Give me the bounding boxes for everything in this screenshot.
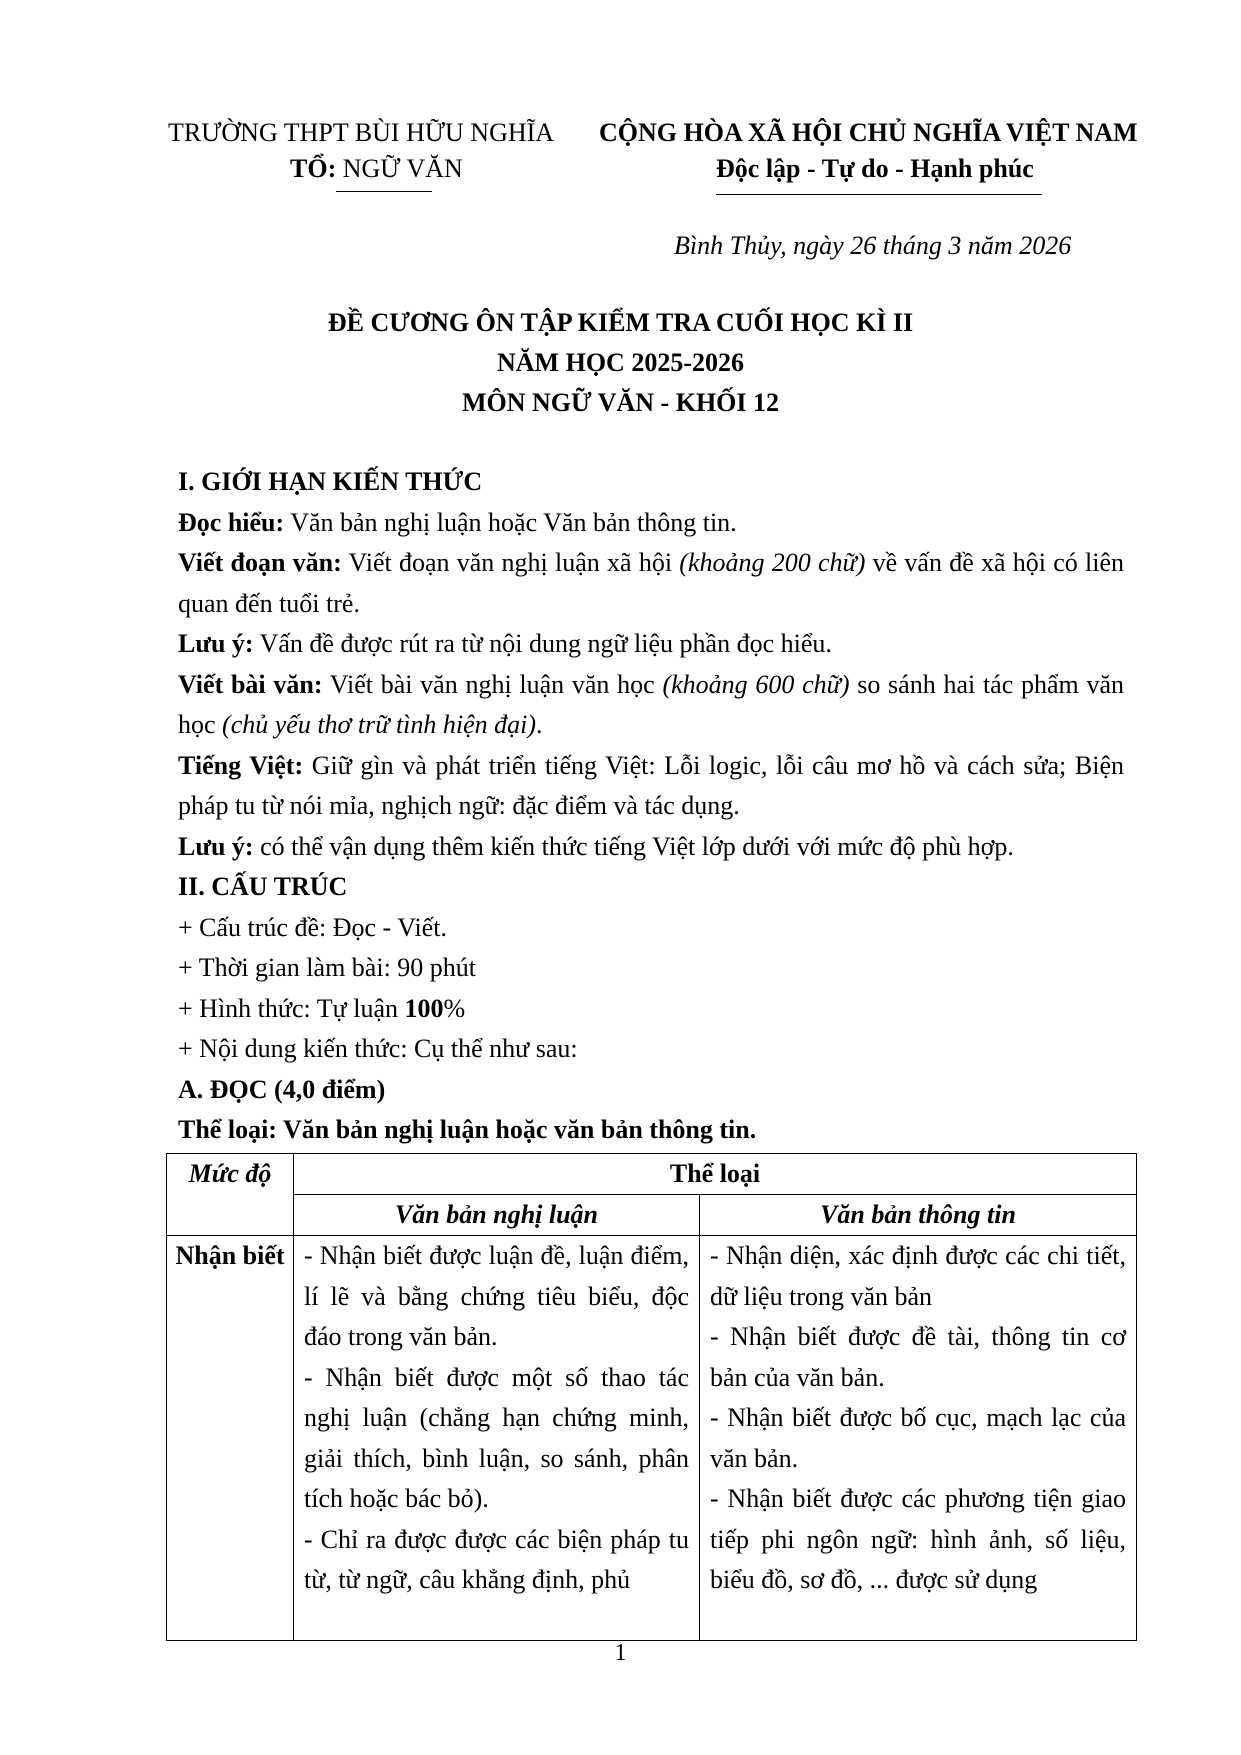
body-content	[178, 462, 1124, 1151]
structure-item-2: + Thời gian làm bài: 90 phút	[178, 953, 477, 982]
viet-bai-text3: .	[536, 710, 543, 739]
header-genre: Thể loại	[294, 1154, 1137, 1195]
informational-cell	[700, 1236, 1137, 1641]
subheader-informational: Văn bản thông tin	[700, 1195, 1137, 1236]
doc-title-line1: ĐỀ CƯƠNG ÔN TẬP KIỂM TRA CUỐI HỌC KÌ II	[327, 308, 914, 337]
doc-title-line2: NĂM HỌC 2025-2026	[497, 348, 744, 377]
nation-motto: Độc lập - Tự do - Hạnh phúc	[716, 154, 1034, 183]
viet-bai-italic1: (khoảng 600 chữ)	[662, 669, 850, 699]
viet-bai-paragraph	[178, 665, 1124, 746]
date-line: Bình Thủy, ngày 26 tháng 3 năm 2026	[674, 231, 1072, 260]
viet-bai-italic2: (chủ yếu thơ trữ tình hiện đại)	[222, 710, 537, 739]
department-underline	[336, 191, 432, 192]
table-row	[167, 1236, 1137, 1641]
viet-doan-text1: Viết đoạn văn nghị luận xã hội	[341, 548, 680, 577]
header-level: Mức độ	[167, 1154, 294, 1236]
content-table	[166, 1153, 1137, 1641]
department	[290, 153, 463, 185]
doc-hieu-text: Văn bản nghị luận hoặc Văn bản thông tin.	[284, 507, 737, 537]
tieng-viet-label: Tiếng Việt:	[178, 750, 304, 780]
section1-heading: I. GIỚI HẠN KIẾN THỨC	[178, 467, 483, 496]
tieng-viet-paragraph	[178, 746, 1124, 827]
list-item: - Nhận diện, xác định được các chi tiết, dữ liệu trong văn bản	[710, 1241, 1127, 1311]
doc-hieu-label: Đọc hiểu:	[178, 507, 285, 537]
list-item: - Nhận biết được luận đề, luận điểm, lí lẽ và bằng chứng tiêu biểu, độc đáo trong văn bản.	[304, 1241, 689, 1351]
structure-item-1: + Cấu trúc đề: Đọc - Viết.	[178, 912, 447, 942]
motto-underline	[716, 194, 1042, 195]
list-item: - Nhận biết được các phương tiện giao tiếp phi ngôn ngữ: hình ảnh, số liệu, biểu đồ, sơ đồ, ... được sử dụng	[710, 1484, 1127, 1594]
list-item: - Nhận biết được đề tài, thông tin cơ bản của văn bản.	[710, 1322, 1127, 1392]
viet-bai-text2: so sánh hai tác phẩm văn học	[178, 669, 1125, 739]
argumentative-cell	[294, 1236, 700, 1641]
table-subheader-row	[167, 1195, 1137, 1236]
luu-y2-text: có thể vận dụng thêm kiến thức tiếng Việt lớp dưới với mức độ phù hợp.	[253, 831, 1014, 861]
doc-hieu-paragraph	[178, 503, 1124, 544]
subheader-argumentative: Văn bản nghị luận	[294, 1195, 700, 1236]
luu-y1-label: Lưu ý:	[178, 629, 254, 658]
structure-item-3-text: + Hình thức: Tự luận	[178, 993, 405, 1023]
luu-y1-text: Vấn đề được rút ra từ nội dung ngữ liệu phần đọc hiểu.	[253, 629, 832, 658]
viet-bai-label: Viết bài văn:	[178, 669, 323, 699]
viet-doan-label: Viết đoạn văn:	[178, 548, 342, 577]
viet-doan-italic: (khoảng 200 chữ)	[679, 548, 866, 577]
department-name: NGỮ VĂN	[342, 154, 463, 183]
genre-line: Thể loại: Văn bản nghị luận hoặc văn bản thông tin.	[178, 1115, 757, 1144]
structure-item-4: + Nội dung kiến thức: Cụ thể như sau:	[178, 1034, 578, 1063]
luu-y1-paragraph	[178, 624, 1124, 665]
doc-title-line3: MÔN NGỮ VĂN - KHỐI 12	[461, 388, 780, 417]
school-name: TRƯỜNG THPT BÙI HỮU NGHĨA	[168, 118, 555, 147]
structure-item-3-suffix: %	[443, 993, 466, 1023]
luu-y2-paragraph	[178, 827, 1124, 868]
row-level-recognition: Nhận biết	[167, 1236, 294, 1641]
department-prefix: TỔ:	[290, 154, 337, 183]
structure-item-3	[178, 989, 1124, 1030]
viet-doan-paragraph	[178, 543, 1124, 624]
table-header-row	[167, 1154, 1137, 1195]
nation-name: CỘNG HÒA XÃ HỘI CHỦ NGHĨA VIỆT NAM	[599, 118, 1138, 147]
list-item: - Chỉ ra được được các biện pháp tu từ, từ ngữ, câu khẳng định, phủ	[304, 1524, 689, 1594]
structure-item-3-bold: 100	[404, 993, 444, 1023]
list-item: - Nhận biết được một số thao tác nghị luận (chẳng hạn chứng minh, giải thích, bình luận, so sánh, phân tích hoặc bác bỏ).	[304, 1362, 689, 1513]
luu-y2-label: Lưu ý:	[178, 831, 254, 861]
page-number: 1	[614, 1640, 627, 1666]
viet-doan-text2: về vấn đề xã hội có liên quan đến tuổi trẻ.	[178, 548, 1124, 618]
list-item: - Nhận biết được bố cục, mạch lạc của văn bản.	[710, 1403, 1127, 1473]
viet-bai-text1: Viết bài văn nghị luận văn học	[322, 669, 663, 699]
part-a-heading: A. ĐỌC (4,0 điểm)	[178, 1074, 386, 1104]
tieng-viet-text: Giữ gìn và phát triển tiếng Việt: Lỗi logic, lỗi câu mơ hồ và cách sửa; Biện pháp tu từ nói mỉa, nghịch ngữ: đặc điểm và tác dụng.	[178, 750, 1124, 820]
section2-heading: II. CẤU TRÚC	[178, 872, 348, 901]
